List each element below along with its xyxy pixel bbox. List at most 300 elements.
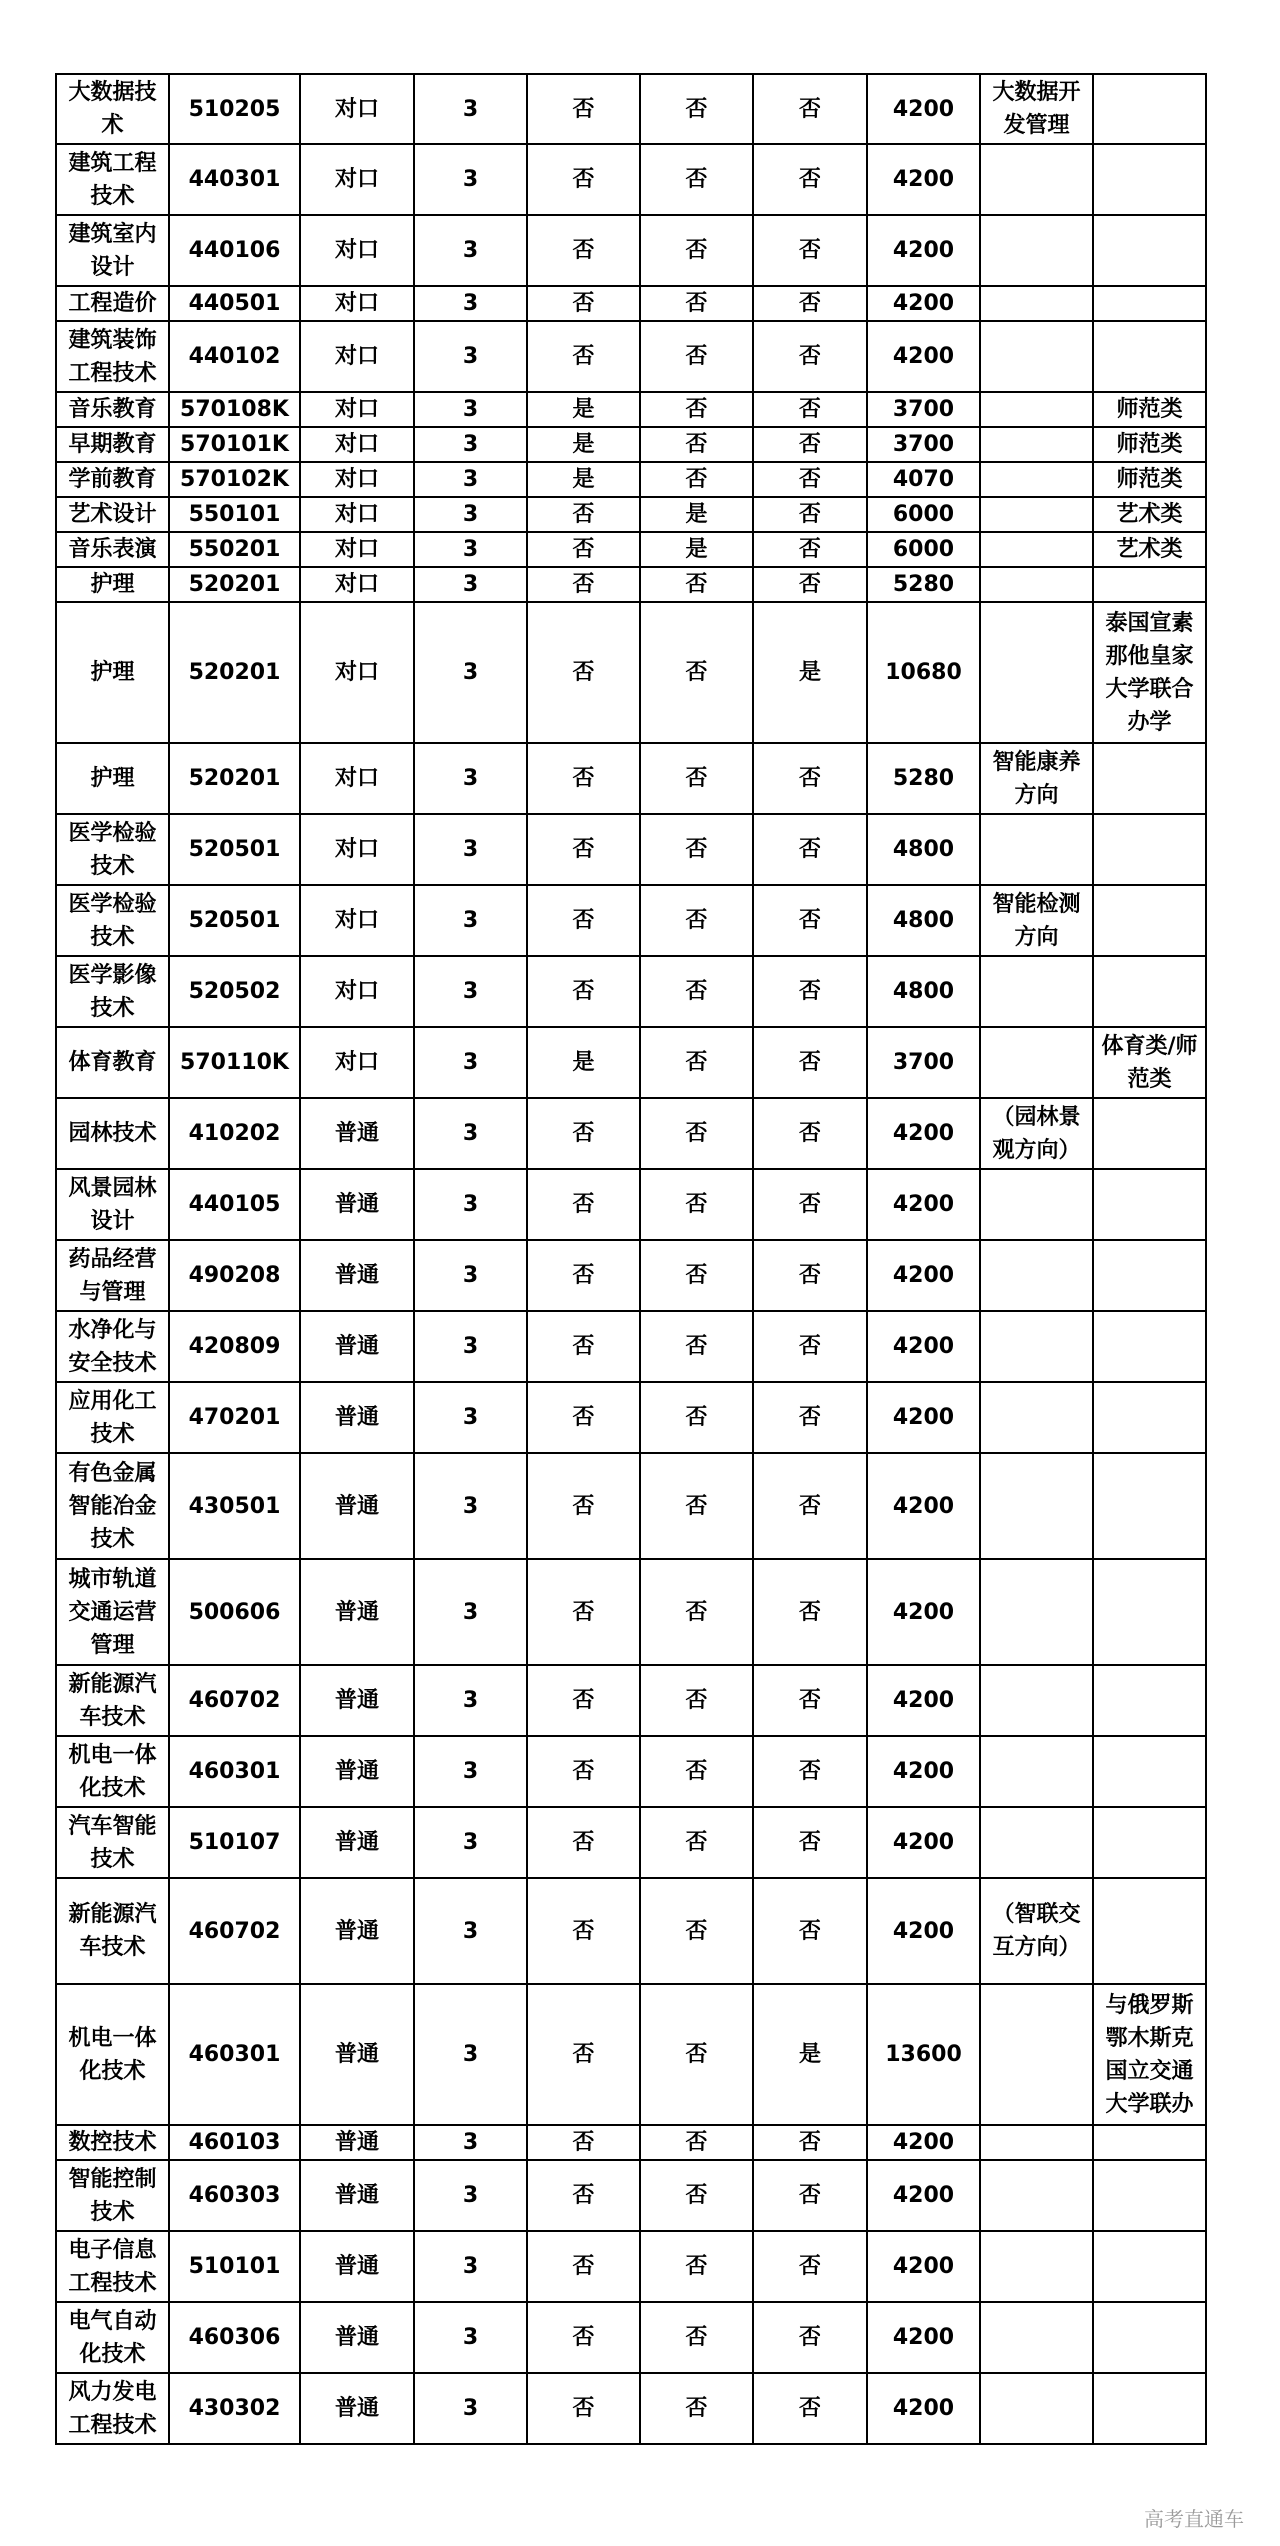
table-row [56, 602, 1206, 743]
flag-2-cell: 否 [640, 956, 753, 1027]
direction-cell [980, 1984, 1093, 2125]
note-cell [1093, 215, 1206, 286]
tuition-cell: 4800 [867, 956, 980, 1027]
table-row [56, 1736, 1206, 1807]
direction-cell [980, 215, 1093, 286]
note-cell [1093, 956, 1206, 1027]
flag-3-cell: 否 [753, 1665, 867, 1736]
flag-2-cell: 否 [640, 1559, 753, 1665]
major-code-cell: 460103 [169, 2125, 300, 2160]
majors-table [55, 73, 1207, 2445]
major-name-cell: 建筑装饰工程技术 [56, 321, 169, 392]
major-name-cell: 药品经营与管理 [56, 1240, 169, 1311]
direction-cell [980, 2373, 1093, 2444]
direction-cell [980, 497, 1093, 532]
note-cell [1093, 743, 1206, 814]
table-row [56, 2302, 1206, 2373]
direction-cell [980, 2231, 1093, 2302]
major-name-cell: 医学检验技术 [56, 885, 169, 956]
flag-2-cell: 否 [640, 286, 753, 321]
direction-cell [980, 1736, 1093, 1807]
direction-cell: 智能康养方向 [980, 743, 1093, 814]
flag-2-cell: 否 [640, 2231, 753, 2302]
major-code-cell: 520201 [169, 567, 300, 602]
table-row [56, 532, 1206, 567]
enroll-type-cell: 普通 [300, 1878, 414, 1984]
enroll-type-cell: 对口 [300, 885, 414, 956]
major-name-cell: 早期教育 [56, 427, 169, 462]
enroll-type-cell: 普通 [300, 1736, 414, 1807]
note-cell: 泰国宣素那他皇家大学联合办学 [1093, 602, 1206, 743]
note-cell: 体育类/师范类 [1093, 1027, 1206, 1098]
flag-3-cell: 否 [753, 497, 867, 532]
flag-1-cell: 否 [527, 567, 640, 602]
enroll-type-cell: 对口 [300, 567, 414, 602]
flag-3-cell: 否 [753, 2373, 867, 2444]
enroll-type-cell: 对口 [300, 602, 414, 743]
direction-cell [980, 1169, 1093, 1240]
note-cell [1093, 1736, 1206, 1807]
tuition-cell: 4200 [867, 1736, 980, 1807]
tuition-cell: 4200 [867, 1453, 980, 1559]
years-cell: 3 [414, 743, 527, 814]
tuition-cell: 4200 [867, 1807, 980, 1878]
flag-1-cell: 否 [527, 743, 640, 814]
years-cell: 3 [414, 2231, 527, 2302]
note-cell [1093, 2160, 1206, 2231]
major-code-cell: 440501 [169, 286, 300, 321]
major-code-cell: 570101K [169, 427, 300, 462]
direction-cell [980, 1240, 1093, 1311]
major-code-cell: 430501 [169, 1453, 300, 1559]
flag-3-cell: 否 [753, 743, 867, 814]
flag-3-cell: 否 [753, 885, 867, 956]
flag-2-cell: 是 [640, 532, 753, 567]
note-cell [1093, 567, 1206, 602]
flag-2-cell: 否 [640, 602, 753, 743]
major-name-cell: 新能源汽车技术 [56, 1665, 169, 1736]
years-cell: 3 [414, 215, 527, 286]
flag-3-cell: 否 [753, 427, 867, 462]
enroll-type-cell: 对口 [300, 286, 414, 321]
flag-3-cell: 否 [753, 1878, 867, 1984]
table-row [56, 743, 1206, 814]
major-name-cell: 医学检验技术 [56, 814, 169, 885]
years-cell: 3 [414, 1807, 527, 1878]
flag-1-cell: 否 [527, 497, 640, 532]
flag-1-cell: 否 [527, 1240, 640, 1311]
years-cell: 3 [414, 427, 527, 462]
table-row [56, 1807, 1206, 1878]
tuition-cell: 6000 [867, 532, 980, 567]
enroll-type-cell: 对口 [300, 462, 414, 497]
enroll-type-cell: 普通 [300, 1169, 414, 1240]
years-cell: 3 [414, 956, 527, 1027]
flag-3-cell: 否 [753, 1311, 867, 1382]
major-name-cell: 机电一体化技术 [56, 1984, 169, 2125]
table-row [56, 2373, 1206, 2444]
flag-1-cell: 否 [527, 1169, 640, 1240]
direction-cell [980, 2302, 1093, 2373]
flag-2-cell: 是 [640, 497, 753, 532]
flag-2-cell: 否 [640, 1453, 753, 1559]
table-row [56, 885, 1206, 956]
years-cell: 3 [414, 567, 527, 602]
flag-1-cell: 否 [527, 1311, 640, 1382]
flag-1-cell: 是 [527, 427, 640, 462]
major-code-cell: 460303 [169, 2160, 300, 2231]
note-cell [1093, 814, 1206, 885]
table-row [56, 956, 1206, 1027]
direction-cell: （园林景观方向） [980, 1098, 1093, 1169]
direction-cell [980, 1453, 1093, 1559]
flag-3-cell: 否 [753, 1559, 867, 1665]
enroll-type-cell: 对口 [300, 427, 414, 462]
major-name-cell: 新能源汽车技术 [56, 1878, 169, 1984]
major-code-cell: 440106 [169, 215, 300, 286]
table-row [56, 286, 1206, 321]
major-code-cell: 550101 [169, 497, 300, 532]
tuition-cell: 4200 [867, 2160, 980, 2231]
tuition-cell: 4200 [867, 2373, 980, 2444]
table-row [56, 497, 1206, 532]
enroll-type-cell: 对口 [300, 956, 414, 1027]
note-cell: 师范类 [1093, 392, 1206, 427]
flag-1-cell: 否 [527, 602, 640, 743]
major-code-cell: 570102K [169, 462, 300, 497]
direction-cell [980, 2125, 1093, 2160]
major-name-cell: 风力发电工程技术 [56, 2373, 169, 2444]
enroll-type-cell: 对口 [300, 392, 414, 427]
flag-1-cell: 否 [527, 144, 640, 215]
note-cell: 艺术类 [1093, 532, 1206, 567]
major-name-cell: 园林技术 [56, 1098, 169, 1169]
direction-cell [980, 321, 1093, 392]
note-cell [1093, 286, 1206, 321]
flag-2-cell: 否 [640, 1098, 753, 1169]
major-name-cell: 护理 [56, 743, 169, 814]
years-cell: 3 [414, 1027, 527, 1098]
table-row [56, 1027, 1206, 1098]
flag-2-cell: 否 [640, 1169, 753, 1240]
note-cell [1093, 144, 1206, 215]
direction-cell [980, 2160, 1093, 2231]
flag-1-cell: 否 [527, 2160, 640, 2231]
note-cell [1093, 1311, 1206, 1382]
flag-2-cell: 否 [640, 1382, 753, 1453]
major-name-cell: 城市轨道交通运营管理 [56, 1559, 169, 1665]
flag-3-cell: 否 [753, 1027, 867, 1098]
flag-1-cell: 否 [527, 1382, 640, 1453]
enroll-type-cell: 普通 [300, 2302, 414, 2373]
direction-cell [980, 956, 1093, 1027]
note-cell [1093, 1169, 1206, 1240]
enroll-type-cell: 对口 [300, 144, 414, 215]
major-name-cell: 数控技术 [56, 2125, 169, 2160]
note-cell [1093, 1240, 1206, 1311]
flag-1-cell: 否 [527, 74, 640, 144]
direction-cell [980, 427, 1093, 462]
table-row [56, 392, 1206, 427]
direction-cell [980, 602, 1093, 743]
flag-2-cell: 否 [640, 144, 753, 215]
enroll-type-cell: 普通 [300, 2160, 414, 2231]
note-cell: 与俄罗斯鄂木斯克国立交通大学联办 [1093, 1984, 1206, 2125]
enroll-type-cell: 普通 [300, 2125, 414, 2160]
flag-2-cell: 否 [640, 74, 753, 144]
direction-cell [980, 1382, 1093, 1453]
flag-1-cell: 否 [527, 215, 640, 286]
years-cell: 3 [414, 462, 527, 497]
watermark: 高考直通车 [1144, 2507, 1244, 2531]
major-code-cell: 430302 [169, 2373, 300, 2444]
tuition-cell: 4800 [867, 814, 980, 885]
major-name-cell: 电子信息工程技术 [56, 2231, 169, 2302]
flag-3-cell: 否 [753, 286, 867, 321]
enroll-type-cell: 对口 [300, 743, 414, 814]
flag-1-cell: 否 [527, 1453, 640, 1559]
major-name-cell: 风景园林设计 [56, 1169, 169, 1240]
enroll-type-cell: 普通 [300, 1240, 414, 1311]
major-code-cell: 510101 [169, 2231, 300, 2302]
note-cell [1093, 321, 1206, 392]
direction-cell [980, 1559, 1093, 1665]
years-cell: 3 [414, 1382, 527, 1453]
direction-cell [980, 814, 1093, 885]
flag-1-cell: 否 [527, 2231, 640, 2302]
major-code-cell: 460301 [169, 1984, 300, 2125]
note-cell [1093, 1453, 1206, 1559]
flag-3-cell: 否 [753, 215, 867, 286]
flag-3-cell: 否 [753, 1098, 867, 1169]
tuition-cell: 4200 [867, 144, 980, 215]
tuition-cell: 3700 [867, 1027, 980, 1098]
flag-2-cell: 否 [640, 462, 753, 497]
flag-2-cell: 否 [640, 2302, 753, 2373]
flag-2-cell: 否 [640, 392, 753, 427]
table-row [56, 1559, 1206, 1665]
years-cell: 3 [414, 1453, 527, 1559]
direction-cell [980, 567, 1093, 602]
years-cell: 3 [414, 602, 527, 743]
direction-cell [980, 286, 1093, 321]
major-name-cell: 有色金属智能冶金技术 [56, 1453, 169, 1559]
years-cell: 3 [414, 1878, 527, 1984]
flag-1-cell: 否 [527, 885, 640, 956]
major-name-cell: 智能控制技术 [56, 2160, 169, 2231]
table-row [56, 2125, 1206, 2160]
major-code-cell: 520501 [169, 814, 300, 885]
tuition-cell: 4200 [867, 1098, 980, 1169]
tuition-cell: 4200 [867, 2231, 980, 2302]
flag-2-cell: 否 [640, 1878, 753, 1984]
note-cell [1093, 2373, 1206, 2444]
flag-3-cell: 否 [753, 956, 867, 1027]
direction-cell: （智联交互方向） [980, 1878, 1093, 1984]
major-name-cell: 机电一体化技术 [56, 1736, 169, 1807]
major-name-cell: 艺术设计 [56, 497, 169, 532]
enroll-type-cell: 普通 [300, 1382, 414, 1453]
tuition-cell: 3700 [867, 392, 980, 427]
flag-2-cell: 否 [640, 2373, 753, 2444]
years-cell: 3 [414, 1169, 527, 1240]
years-cell: 3 [414, 2302, 527, 2373]
flag-3-cell: 否 [753, 532, 867, 567]
flag-2-cell: 否 [640, 1311, 753, 1382]
flag-3-cell: 否 [753, 1807, 867, 1878]
enroll-type-cell: 普通 [300, 1559, 414, 1665]
years-cell: 3 [414, 814, 527, 885]
tuition-cell: 4200 [867, 1240, 980, 1311]
table-row [56, 321, 1206, 392]
flag-3-cell: 否 [753, 74, 867, 144]
direction-cell [980, 392, 1093, 427]
major-code-cell: 460301 [169, 1736, 300, 1807]
major-code-cell: 440301 [169, 144, 300, 215]
enroll-type-cell: 对口 [300, 814, 414, 885]
note-cell: 艺术类 [1093, 497, 1206, 532]
flag-1-cell: 否 [527, 1984, 640, 2125]
major-code-cell: 520502 [169, 956, 300, 1027]
flag-1-cell: 否 [527, 321, 640, 392]
years-cell: 3 [414, 392, 527, 427]
flag-3-cell: 否 [753, 144, 867, 215]
note-cell: 师范类 [1093, 427, 1206, 462]
tuition-cell: 13600 [867, 1984, 980, 2125]
table-row [56, 144, 1206, 215]
years-cell: 3 [414, 885, 527, 956]
table-row [56, 1665, 1206, 1736]
note-cell: 师范类 [1093, 462, 1206, 497]
flag-1-cell: 否 [527, 1736, 640, 1807]
flag-2-cell: 否 [640, 1736, 753, 1807]
flag-1-cell: 否 [527, 814, 640, 885]
note-cell [1093, 1665, 1206, 1736]
major-code-cell: 460306 [169, 2302, 300, 2373]
tuition-cell: 4800 [867, 885, 980, 956]
major-code-cell: 490208 [169, 1240, 300, 1311]
years-cell: 3 [414, 532, 527, 567]
years-cell: 3 [414, 2373, 527, 2444]
years-cell: 3 [414, 1736, 527, 1807]
flag-2-cell: 否 [640, 567, 753, 602]
tuition-cell: 5280 [867, 743, 980, 814]
years-cell: 3 [414, 321, 527, 392]
major-code-cell: 550201 [169, 532, 300, 567]
flag-2-cell: 否 [640, 1984, 753, 2125]
major-code-cell: 460702 [169, 1878, 300, 1984]
flag-1-cell: 否 [527, 1559, 640, 1665]
note-cell [1093, 1098, 1206, 1169]
flag-1-cell: 否 [527, 1807, 640, 1878]
years-cell: 3 [414, 1665, 527, 1736]
flag-3-cell: 否 [753, 321, 867, 392]
tuition-cell: 3700 [867, 427, 980, 462]
major-code-cell: 520501 [169, 885, 300, 956]
tuition-cell: 4200 [867, 1382, 980, 1453]
flag-3-cell: 否 [753, 1169, 867, 1240]
major-name-cell: 学前教育 [56, 462, 169, 497]
enroll-type-cell: 对口 [300, 74, 414, 144]
tuition-cell: 4200 [867, 1311, 980, 1382]
flag-3-cell: 否 [753, 392, 867, 427]
table-row [56, 1878, 1206, 1984]
major-code-cell: 520201 [169, 743, 300, 814]
major-name-cell: 体育教育 [56, 1027, 169, 1098]
direction-cell [980, 1807, 1093, 1878]
enroll-type-cell: 普通 [300, 1098, 414, 1169]
flag-1-cell: 是 [527, 1027, 640, 1098]
note-cell [1093, 1559, 1206, 1665]
enroll-type-cell: 普通 [300, 1311, 414, 1382]
major-name-cell: 音乐教育 [56, 392, 169, 427]
tuition-cell: 4200 [867, 2302, 980, 2373]
table-row [56, 74, 1206, 144]
years-cell: 3 [414, 1240, 527, 1311]
major-code-cell: 510107 [169, 1807, 300, 1878]
flag-2-cell: 否 [640, 2125, 753, 2160]
major-name-cell: 护理 [56, 602, 169, 743]
tuition-cell: 4200 [867, 321, 980, 392]
enroll-type-cell: 对口 [300, 532, 414, 567]
flag-1-cell: 是 [527, 462, 640, 497]
major-name-cell: 音乐表演 [56, 532, 169, 567]
enroll-type-cell: 普通 [300, 1453, 414, 1559]
direction-cell [980, 532, 1093, 567]
flag-1-cell: 否 [527, 2302, 640, 2373]
table-row [56, 1240, 1206, 1311]
flag-2-cell: 否 [640, 885, 753, 956]
table-row [56, 2160, 1206, 2231]
direction-cell: 大数据开发管理 [980, 74, 1093, 144]
direction-cell [980, 462, 1093, 497]
major-code-cell: 500606 [169, 1559, 300, 1665]
years-cell: 3 [414, 144, 527, 215]
direction-cell: 智能检测方向 [980, 885, 1093, 956]
flag-3-cell: 否 [753, 1453, 867, 1559]
major-code-cell: 470201 [169, 1382, 300, 1453]
major-name-cell: 水净化与安全技术 [56, 1311, 169, 1382]
tuition-cell: 4200 [867, 1169, 980, 1240]
flag-1-cell: 否 [527, 2125, 640, 2160]
years-cell: 3 [414, 2125, 527, 2160]
tuition-cell: 4200 [867, 215, 980, 286]
flag-3-cell: 是 [753, 1984, 867, 2125]
tuition-cell: 4070 [867, 462, 980, 497]
major-code-cell: 410202 [169, 1098, 300, 1169]
major-name-cell: 护理 [56, 567, 169, 602]
enroll-type-cell: 对口 [300, 497, 414, 532]
flag-3-cell: 否 [753, 567, 867, 602]
tuition-cell: 4200 [867, 1665, 980, 1736]
table-body [56, 74, 1206, 2444]
direction-cell [980, 1311, 1093, 1382]
flag-2-cell: 否 [640, 427, 753, 462]
flag-2-cell: 否 [640, 321, 753, 392]
years-cell: 3 [414, 1559, 527, 1665]
table-row [56, 567, 1206, 602]
table-row [56, 1382, 1206, 1453]
enroll-type-cell: 普通 [300, 1665, 414, 1736]
major-name-cell: 汽车智能技术 [56, 1807, 169, 1878]
note-cell [1093, 2302, 1206, 2373]
flag-1-cell: 否 [527, 2373, 640, 2444]
note-cell [1093, 1878, 1206, 1984]
years-cell: 3 [414, 497, 527, 532]
enroll-type-cell: 对口 [300, 215, 414, 286]
years-cell: 3 [414, 74, 527, 144]
table-row [56, 215, 1206, 286]
